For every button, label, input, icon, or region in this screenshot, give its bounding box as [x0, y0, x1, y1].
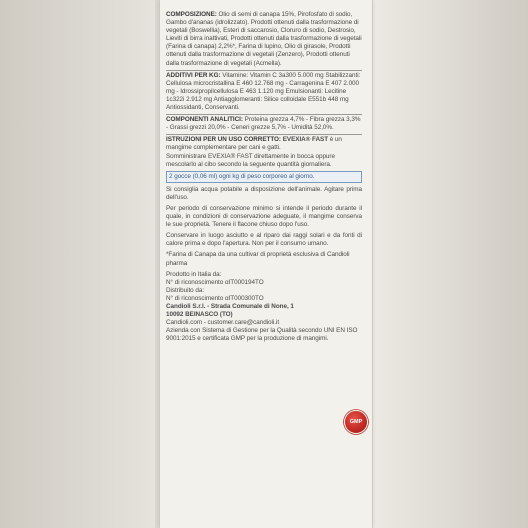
- instructions-text1: è un mangime complementare per cani e gatti.: [166, 136, 342, 152]
- quality-certification: Azienda con Sistema di Gestione per la Qualità secondo UNI EN ISO 9001:2015 e certificata GMP per la produzione di mangimi.: [166, 327, 358, 343]
- instructions-section: [166, 135, 362, 267]
- water-advice: Si consiglia acqua potabile a disposizione dell'animale. Agitare prima dell'uso.: [166, 185, 362, 201]
- background-left: [0, 0, 155, 528]
- composition-text: Olio di semi di canapa 15%, Pirofosfato di sodio, Gambo d'ananas (idrolizzato). Prodotti ottenuti dalla trasformazione di vegetali (Boswellia), Esteri di saccarosio, Cloruro di sodio, Destrosio, Lieviti di birra inattivati, Prodotti ottenuti dalla trasformazione di vegetali (Farina di canapa) 2,2%*, Farina di lupino, Olio di girasole, Prodotti ottenuti dalla trasformazione di vegetali (Zenzero), Prodotti ottenuti dalla trasformazione di vegetali (Acmella).: [166, 11, 362, 67]
- dosage-box: 2 gocce (0,06 ml) ogni kg di peso corporeo al giorno.: [166, 171, 362, 183]
- background-right: [373, 0, 528, 528]
- analytics-text: Proteina grezza 4,7% - Fibra grezza 3,3% - Grassi grezzi 20,0% - Ceneri grezze 5,7% - Umidità 52,0%.: [166, 116, 361, 132]
- conservation-text: Per periodo di conservazione minimo si intende il periodo durante il quale, in condizioni di conservazione adeguate, il mangime conserva le sue proprietà. Tenere il flacone chiuso dopo l'uso.: [166, 204, 362, 229]
- distributed-by: Distribuito da:: [166, 286, 205, 294]
- additives-heading: ADDITIVI PER KG:: [166, 71, 221, 79]
- additives-section: [166, 71, 362, 115]
- instructions-brand: EVEXIA® FAST: [282, 136, 329, 144]
- additives-text: Vitamine: Vitamin C 3a300 5.000 mg Stabilizzanti: Cellulosa microcristallina E 460 12.768 mg - Carragenina E 407 2.000 mg - Idrossipropilcellulosa E 463 1.120 mg Emulsionanti: Lecitine 1c322i 2.912 mg Antiagglomeranti: Silice colloidale E551b 448 mg Antiossidanti, Conservanti.: [166, 71, 361, 112]
- recognition-number-1: N° di riconoscimento αIT000194TO: [166, 278, 264, 286]
- label-content: [166, 10, 362, 343]
- recognition-number-2: N° di riconoscimento αIT000300TO: [166, 294, 264, 302]
- company-city: 10092 BEINASCO (TO): [166, 311, 233, 319]
- hemp-note: *Farina di Canapa da una cultivar di proprietà esclusiva di Candioli pharma: [166, 251, 350, 267]
- composition-section: [166, 10, 362, 71]
- instructions-heading: ISTRUZIONI PER UN USO CORRETTO:: [166, 136, 281, 144]
- analytics-section: [166, 115, 362, 135]
- analytics-heading: COMPONENTI ANALITICI:: [166, 116, 243, 124]
- gmp-badge-icon: GMP: [344, 410, 368, 434]
- instructions-text2: Somministrare EVEXIA® FAST direttamente in bocca oppure mescolarlo al cibo secondo la seguente quantità giornaliera.: [166, 152, 335, 168]
- company-contact: Candioli.com - customer.care@candioli.it: [166, 319, 280, 327]
- company-address: Candioli S.r.l. - Strada Comunale di None, 1: [166, 303, 294, 310]
- manufacturer-info: [166, 271, 362, 344]
- produced-in: Prodotto in Italia da:: [166, 270, 222, 278]
- composition-heading: COMPOSIZIONE:: [166, 11, 217, 18]
- storage-text: Conservare in luogo asciutto e al riparo dai raggi solari e da fonti di calore prima e dopo l'apertura. Non per il consumo umano.: [166, 232, 362, 248]
- product-label: [160, 0, 372, 528]
